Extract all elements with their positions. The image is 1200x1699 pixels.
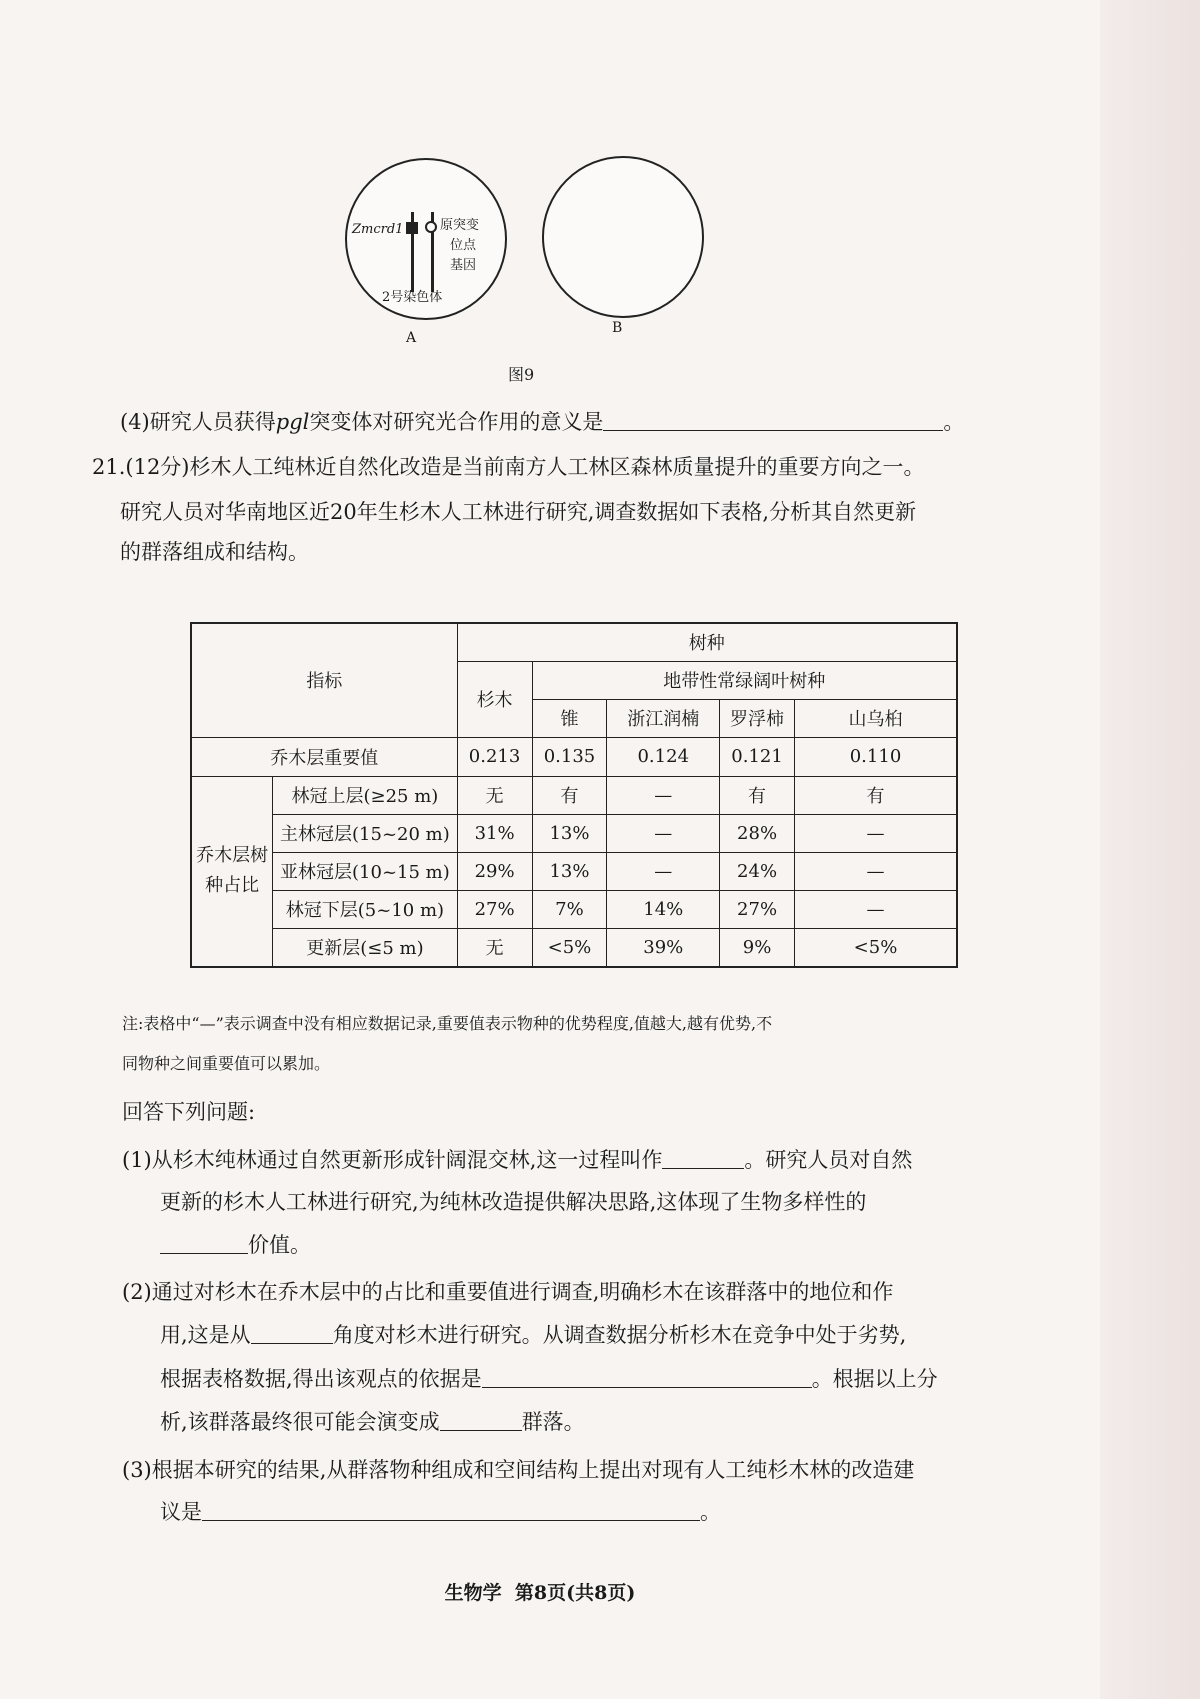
table-cell: — <box>795 890 958 928</box>
header-species-zhui: 锥 <box>532 699 607 737</box>
figure-caption: 图9 <box>508 365 535 384</box>
header-broadleaf: 地带性常绿阔叶树种 <box>532 661 957 699</box>
table-cell: 有 <box>795 776 958 814</box>
row-label: 林冠下层(5~10 m) <box>273 890 457 928</box>
page-footer: 生物学 第8页(共8页) <box>444 1582 636 1604</box>
table-cell: — <box>795 814 958 852</box>
table-cell: <5% <box>532 928 607 967</box>
q1-text-a: (1)从杉木纯林通过自然更新形成针阔混交林,这一过程叫作 <box>122 1148 663 1172</box>
q3-text-c: 。 <box>700 1500 721 1524</box>
q2-text-b: 用,这是从 <box>160 1323 251 1347</box>
table-cell: 0.213 <box>457 737 532 776</box>
table-cell: 24% <box>720 852 795 890</box>
site-label-1: 原突变 <box>440 218 480 233</box>
q2-text-e: 。根据以上分 <box>811 1367 938 1391</box>
row-label: 更新层(≤5 m) <box>273 928 457 967</box>
row-label: 林冠上层(≥25 m) <box>273 776 457 814</box>
q20-4-term: pgl <box>275 410 310 434</box>
gene-marker-box <box>406 222 418 234</box>
table-cell: 9% <box>720 928 795 967</box>
table-cell: — <box>607 814 720 852</box>
panel-b-label: B <box>612 320 623 336</box>
table-cell: 7% <box>532 890 607 928</box>
header-species-zhejiang-runnan: 浙江润楠 <box>607 699 720 737</box>
answer-blank-q2-3[interactable] <box>440 1410 522 1431</box>
table-cell: 0.121 <box>720 737 795 776</box>
share-label-line-1: 乔木层树 <box>196 845 269 867</box>
answer-blank-q2-1[interactable] <box>251 1323 333 1344</box>
q1-line-1 <box>122 1145 912 1175</box>
table-note-2: 同物种之间重要值可以累加。 <box>122 1054 331 1073</box>
table-cell: — <box>795 852 958 890</box>
table-cell: 无 <box>457 928 532 967</box>
survey-table <box>190 622 958 968</box>
header-indicator: 指标 <box>191 623 457 737</box>
answer-blank-q3[interactable] <box>202 1500 700 1521</box>
share-label <box>191 776 273 967</box>
panel-a-label: A <box>406 330 417 346</box>
site-label-2: 位点 <box>450 238 477 253</box>
share-label-line-2: 种占比 <box>205 875 260 897</box>
table-cell: 29% <box>457 852 532 890</box>
header-fir: 杉木 <box>457 661 532 737</box>
q2-line-4 <box>160 1407 585 1437</box>
table-cell: 有 <box>532 776 607 814</box>
q21-line-2: 研究人员对华南地区近20年生杉木人工林进行研究,调查数据如下表格,分析其自然更新 <box>120 500 917 524</box>
site-label-3: 基因 <box>450 258 477 273</box>
table-cell: 39% <box>607 928 720 967</box>
table-cell: 27% <box>720 890 795 928</box>
q3-text-b: 议是 <box>160 1500 202 1524</box>
q1-text-d: 价值。 <box>248 1233 311 1257</box>
table-cell: 0.135 <box>532 737 607 776</box>
answer-blank-q20-4[interactable] <box>603 410 943 431</box>
answer-blank-q1-2[interactable] <box>160 1233 248 1254</box>
q2-line-1: (2)通过对杉木在乔木层中的占比和重要值进行调查,明确杉木在该群落中的地位和作 <box>122 1280 894 1304</box>
mutation-site-circle <box>425 221 437 233</box>
q2-text-f: 析,该群落最终很可能会演变成 <box>160 1410 440 1434</box>
table-cell: — <box>607 852 720 890</box>
row-label: 主林冠层(15~20 m) <box>273 814 457 852</box>
q1-line-2: 更新的杉木人工林进行研究,为纯林改造提供解决思路,这体现了生物多样性的 <box>160 1190 867 1214</box>
answer-blank-q2-2[interactable] <box>482 1367 812 1388</box>
table-cell: 0.110 <box>795 737 958 776</box>
header-species-shanwujiu: 山乌桕 <box>795 699 958 737</box>
q1-line-3 <box>160 1230 311 1260</box>
q20-4-prefix: (4)研究人员获得 <box>120 410 276 434</box>
q3-line-2 <box>160 1497 721 1527</box>
header-tree-species: 树种 <box>457 623 957 661</box>
q2-text-d: 根据表格数据,得出该观点的依据是 <box>160 1367 482 1391</box>
q2-line-2 <box>160 1320 906 1350</box>
gene-label: Zmcrd1 <box>352 222 404 237</box>
table-cell: 27% <box>457 890 532 928</box>
table-cell: 13% <box>532 814 607 852</box>
table-cell: 14% <box>607 890 720 928</box>
q2-text-c: 角度对杉木进行研究。从调查数据分析杉木在竞争中处于劣势, <box>332 1323 907 1347</box>
table-cell: 13% <box>532 852 607 890</box>
table-cell: 31% <box>457 814 532 852</box>
table-cell: — <box>607 776 720 814</box>
q21-line-1: 21.(12分)杉木人工纯林近自然化改造是当前南方人工林区森林质量提升的重要方向之一。 <box>92 455 925 479</box>
q20-4-suffix: 突变体对研究光合作用的意义是 <box>309 410 604 434</box>
answer-blank-q1-1[interactable] <box>662 1148 744 1169</box>
table-cell: 0.124 <box>607 737 720 776</box>
q20-4-end: 。 <box>943 410 965 434</box>
header-species-luofushi: 罗浮柿 <box>720 699 795 737</box>
q1-text-b: 。研究人员对自然 <box>744 1148 913 1172</box>
table-cell: 有 <box>720 776 795 814</box>
q2-text-g: 群落。 <box>521 1410 585 1434</box>
row-label: 亚林冠层(10~15 m) <box>273 852 457 890</box>
q3-line-1: (3)根据本研究的结果,从群落物种组成和空间结构上提出对现有人工纯杉木林的改造建 <box>122 1458 915 1482</box>
figure-circle-b <box>542 156 704 318</box>
table-cell: 无 <box>457 776 532 814</box>
table-cell: 28% <box>720 814 795 852</box>
importance-label: 乔木层重要值 <box>191 737 457 776</box>
q21-line-3: 的群落组成和结构。 <box>120 540 309 564</box>
chromosome-label: 2号染色体 <box>382 290 443 305</box>
q2-line-3 <box>160 1364 938 1394</box>
table-cell: <5% <box>795 928 958 967</box>
answer-prompt: 回答下列问题: <box>122 1100 256 1124</box>
table-note-1: 注:表格中“—”表示调查中没有相应数据记录,重要值表示物种的优势程度,值越大,越有优势,不 <box>122 1014 773 1033</box>
q20-4-line <box>120 407 964 437</box>
